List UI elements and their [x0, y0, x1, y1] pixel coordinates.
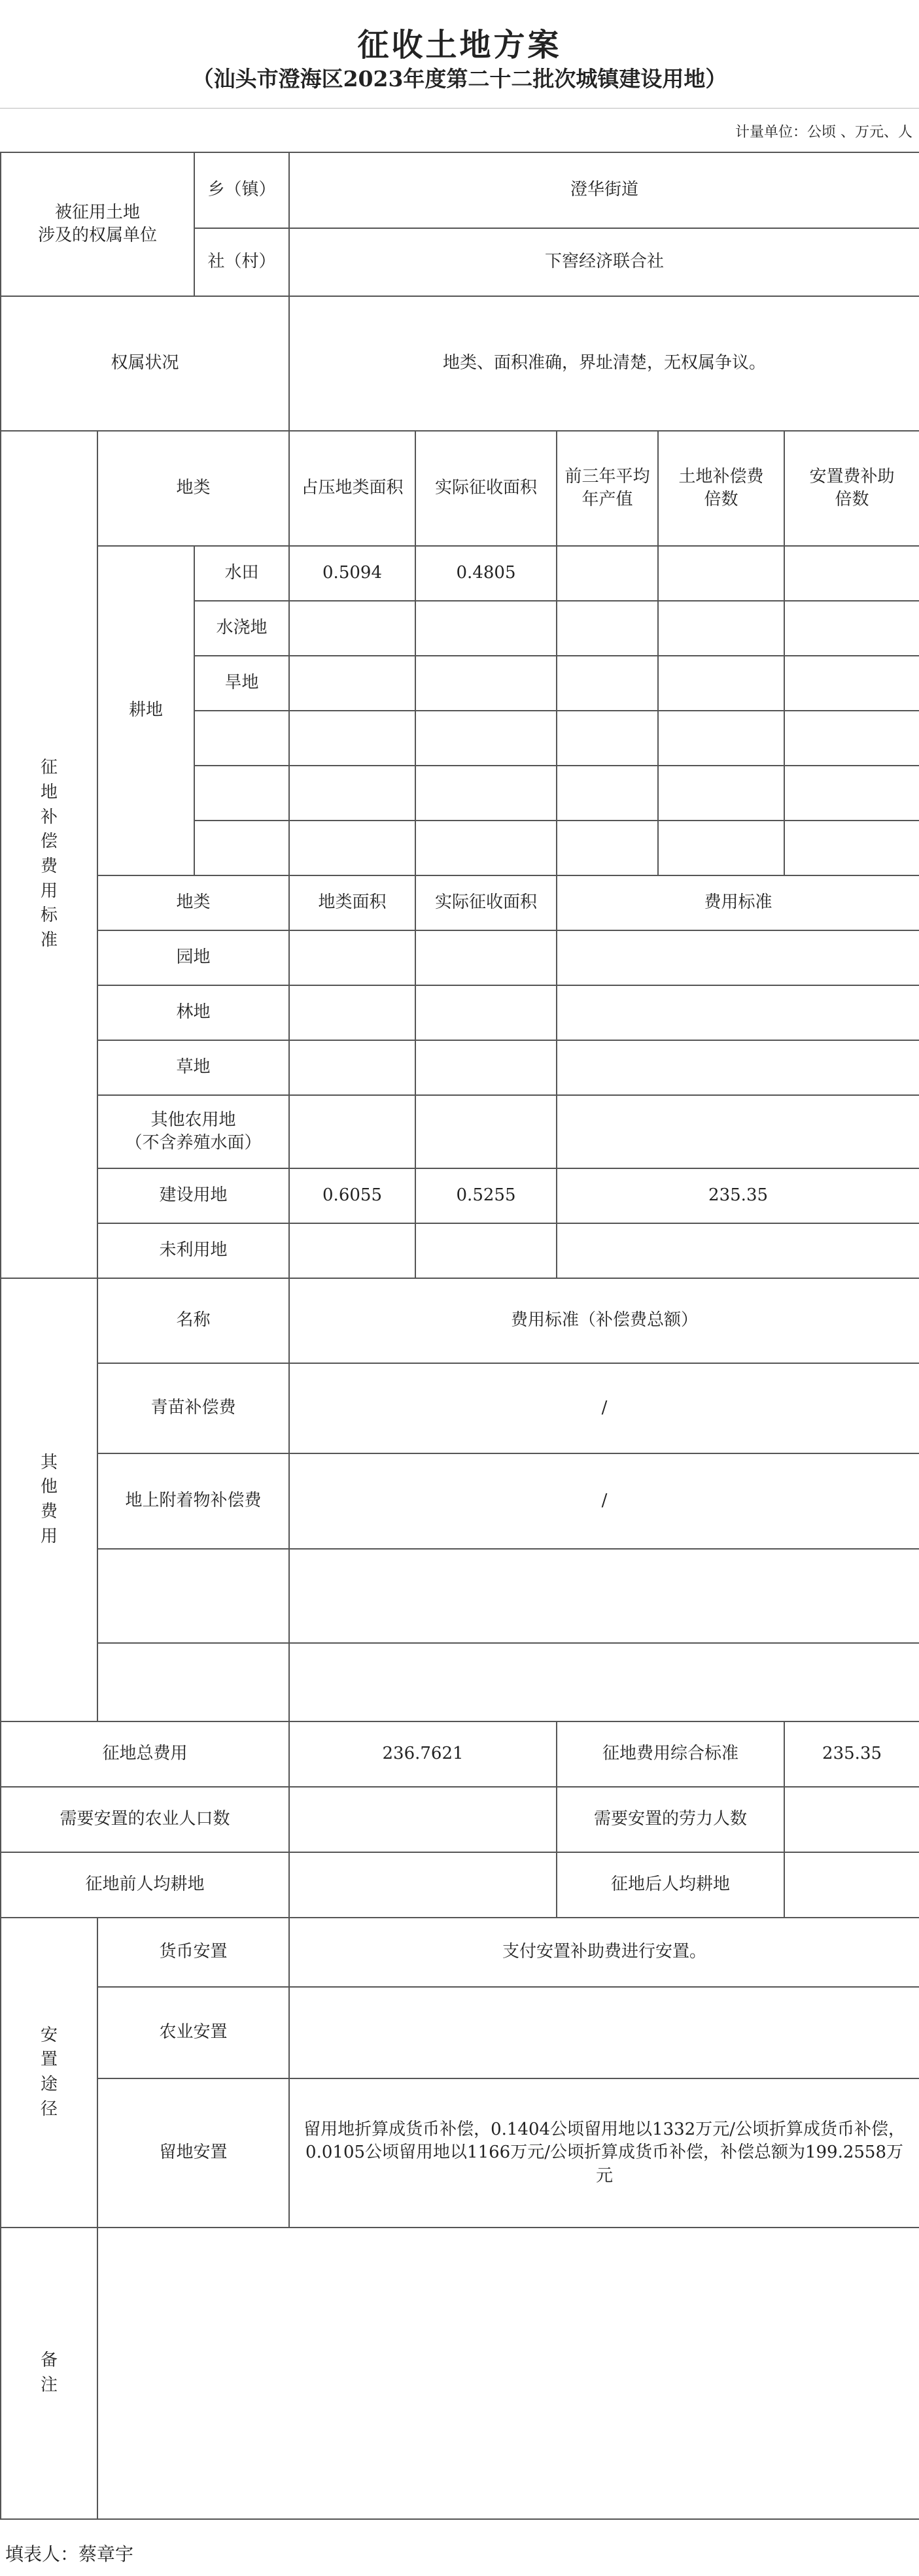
form-filler: 填表人：蔡章宇 — [5, 2543, 134, 2565]
other-land-fee — [557, 1095, 919, 1168]
other-land-fee: 235.35 — [557, 1168, 919, 1223]
occupied-area — [289, 711, 415, 766]
actual-area — [415, 656, 557, 711]
land-multiple — [658, 711, 784, 766]
header-land-type: 地类 — [97, 431, 289, 546]
actual-area — [415, 766, 557, 821]
resettle-multiple — [784, 821, 919, 875]
other-land-area — [289, 1040, 415, 1095]
other-fee-name: 青苗补偿费 — [97, 1363, 289, 1453]
land-type-name — [194, 821, 289, 875]
header2-actual-area: 实际征收面积 — [415, 875, 557, 930]
other-land-fee — [557, 1040, 919, 1095]
other-land-actual — [415, 985, 557, 1040]
occupied-area: 0.5094 — [289, 546, 415, 601]
divider — [0, 108, 919, 109]
labor-label: 需要安置的劳力人数 — [557, 1787, 784, 1852]
other-fee-value — [289, 1549, 919, 1643]
other-land-name: 园地 — [97, 930, 289, 985]
occupied-area — [289, 821, 415, 875]
township-label: 乡（镇） — [194, 152, 289, 228]
ownership-value: 地类、面积准确，界址清楚，无权属争议。 — [289, 296, 919, 431]
resettle-multiple — [784, 656, 919, 711]
ownership-label: 权属状况 — [1, 296, 289, 431]
land-multiple — [658, 766, 784, 821]
agri-pop-value — [289, 1787, 557, 1852]
rights-unit-label: 被征用土地 涉及的权属单位 — [1, 152, 194, 296]
other-land-area — [289, 1095, 415, 1168]
land-acquisition-table — [0, 152, 919, 2520]
header-land-multiple: 土地补偿费 倍数 — [658, 431, 784, 546]
avg-output — [557, 656, 658, 711]
before-farmland-label: 征地前人均耕地 — [1, 1852, 289, 1918]
township-value: 澄华街道 — [289, 152, 919, 228]
occupied-area — [289, 766, 415, 821]
labor-value — [784, 1787, 919, 1852]
other-land-actual — [415, 1095, 557, 1168]
page-title: 征收土地方案 — [357, 27, 562, 63]
occupied-area — [289, 656, 415, 711]
header-actual-area: 实际征收面积 — [415, 431, 557, 546]
header-avg-output: 前三年平均 年产值 — [557, 431, 658, 546]
land-multiple — [658, 601, 784, 656]
total-fee-label: 征地总费用 — [1, 1721, 289, 1787]
other-land-name: 其他农用地 （不含养殖水面） — [97, 1095, 289, 1168]
agri-pop-label: 需要安置的农业人口数 — [1, 1787, 289, 1852]
after-farmland-label: 征地后人均耕地 — [557, 1852, 784, 1918]
avg-output — [557, 766, 658, 821]
resettle-multiple — [784, 546, 919, 601]
other-fee-name — [97, 1643, 289, 1721]
standard-value: 235.35 — [784, 1721, 919, 1787]
other-land-fee — [557, 1223, 919, 1278]
resettle-multiple — [784, 601, 919, 656]
total-fee-value: 236.7621 — [289, 1721, 557, 1787]
other-land-actual: 0.5255 — [415, 1168, 557, 1223]
header-resettle-multiple: 安置费补助 倍数 — [784, 431, 919, 546]
resettle-multiple — [784, 766, 919, 821]
other-fee-value — [289, 1643, 919, 1721]
avg-output — [557, 546, 658, 601]
village-label: 社（村） — [194, 228, 289, 296]
land-type-name: 水田 — [194, 546, 289, 601]
land-multiple — [658, 656, 784, 711]
other-land-name: 林地 — [97, 985, 289, 1040]
other-land-actual — [415, 930, 557, 985]
resettlement-section-label: 安 置 途 径 — [1, 1918, 97, 2228]
unit-note: 计量单位：公顷 、万元、人 — [735, 124, 912, 141]
other-land-fee — [557, 985, 919, 1040]
other-fees-standard-header: 费用标准（补偿费总额） — [289, 1278, 919, 1363]
other-fee-name: 地上附着物补偿费 — [97, 1453, 289, 1549]
land-type-name — [194, 711, 289, 766]
other-land-actual — [415, 1223, 557, 1278]
other-land-fee — [557, 930, 919, 985]
avg-output — [557, 601, 658, 656]
land-multiple — [658, 821, 784, 875]
before-farmland-value — [289, 1852, 557, 1918]
actual-area: 0.4805 — [415, 546, 557, 601]
land-type-name: 水浇地 — [194, 601, 289, 656]
header2-fee-standard: 费用标准 — [557, 875, 919, 930]
land-type-name — [194, 766, 289, 821]
resettlement-value: 留用地折算成货币补偿，0.1404公顷留用地以1332万元/公顷折算成货币补偿，0.0105公顷留用地以1166万元/公顷折算成货币补偿，补偿总额为199.2558万元 — [289, 2078, 919, 2228]
resettlement-name: 农业安置 — [97, 1987, 289, 2078]
actual-area — [415, 711, 557, 766]
header2-land-type: 地类 — [97, 875, 289, 930]
land-type-name: 旱地 — [194, 656, 289, 711]
after-farmland-value — [784, 1852, 919, 1918]
other-land-name: 未利用地 — [97, 1223, 289, 1278]
other-land-name: 建设用地 — [97, 1168, 289, 1223]
header2-area: 地类面积 — [289, 875, 415, 930]
page-subtitle: （汕头市澄海区2023年度第二十二批次城镇建设用地） — [192, 66, 727, 92]
other-land-area — [289, 1223, 415, 1278]
remarks-value — [97, 2228, 919, 2519]
other-fees-name-header: 名称 — [97, 1278, 289, 1363]
actual-area — [415, 821, 557, 875]
other-land-area — [289, 930, 415, 985]
avg-output — [557, 711, 658, 766]
compensation-section-label: 征 地 补 偿 费 用 标 准 — [1, 431, 97, 1278]
resettlement-name: 留地安置 — [97, 2078, 289, 2228]
other-land-area — [289, 985, 415, 1040]
standard-label: 征地费用综合标准 — [557, 1721, 784, 1787]
cultivated-label: 耕地 — [97, 546, 194, 875]
resettle-multiple — [784, 711, 919, 766]
other-fees-section-label: 其 他 费 用 — [1, 1278, 97, 1721]
resettlement-value: 支付安置补助费进行安置。 — [289, 1918, 919, 1987]
land-multiple — [658, 546, 784, 601]
resettlement-value — [289, 1987, 919, 2078]
occupied-area — [289, 601, 415, 656]
other-land-area: 0.6055 — [289, 1168, 415, 1223]
other-fee-value: / — [289, 1363, 919, 1453]
header-occupied-area: 占压地类面积 — [289, 431, 415, 546]
other-fee-name — [97, 1549, 289, 1643]
avg-output — [557, 821, 658, 875]
village-value: 下窖经济联合社 — [289, 228, 919, 296]
remarks-label: 备 注 — [1, 2228, 97, 2519]
other-land-name: 草地 — [97, 1040, 289, 1095]
other-land-actual — [415, 1040, 557, 1095]
resettlement-name: 货币安置 — [97, 1918, 289, 1987]
other-fee-value: / — [289, 1453, 919, 1549]
actual-area — [415, 601, 557, 656]
